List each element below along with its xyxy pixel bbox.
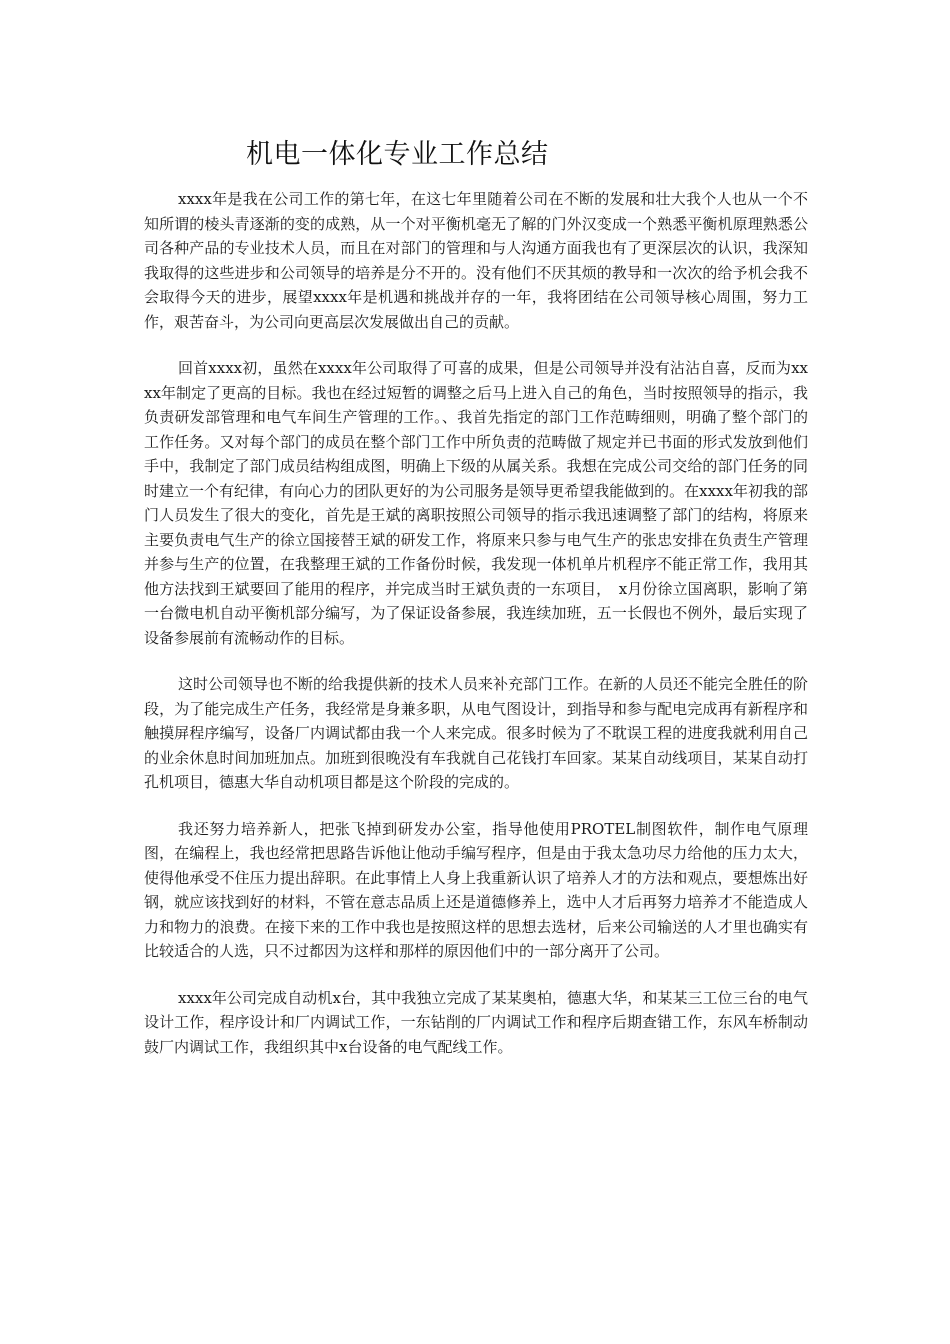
- paragraph-5: xxxx年公司完成自动机x台，其中我独立完成了某某奥柏，德惠大华，和某某三工位三台的电气设计工作，程序设计和厂内调试工作，一东钻削的厂内调试工作和程序后期查错工作，东风车桥制动鼓厂内调试工作，我组织其中x台设备的电气配线工作。: [144, 988, 808, 1056]
- paragraph-2: 回首xxxx初，虽然在xxxx年公司取得了可喜的成果，但是公司领导并没有沾沾自喜，反而为xxxx年制定了更高的目标。我也在经过短暂的调整之后马上进入自己的角色，当时按照领导的指示，我负责研发部管理和电气车间生产管理的工作。、我首先指定的部门工作范畴细则，明确了整个部门的工作任务。又对每个部门的成员在整个部门工作中所负责的范畴做了规定并已书面的形式发放到他们手中，我制定了部门成员结构组成图，明确上下级的从属关系。我想在完成公司交给的部门任务的同时建立一个有纪律，有向心力的团队更好的为公司服务是领导更希望我能做到的。在xxxx年初我的部门人员发生了很大的变化，首先是王斌的离职按照公司领导的指示我迅速调整了部门的结构，将原来主要负责电气生产的徐立国接替王斌的研发工作，将原来只参与电气生产的张忠安排在负责生产管理并参与生产的位置，在我整理王斌的工作备份时候，我发现一体机单片机程序不能正常工作，我用其他方法找到王斌要回了能用的程序，并完成当时王斌负责的一东项目， x月份徐立国离职，影响了第一台微电机自动平衡机部分编写，为了保证设备参展，我连续加班，五一长假也不例外，最后实现了设备参展前有流畅动作的目标。: [144, 359, 808, 647]
- document-title: 机电一体化专业工作总结: [246, 139, 549, 170]
- paragraph-3: 这时公司领导也不断的给我提供新的技术人员来补充部门工作。在新的人员还不能完全胜任的阶段，为了能完成生产任务，我经常是身兼多职，从电气图设计，到指导和参与配电完成再有新程序和触摸屏程序编写，设备厂内调试都由我一个人来完成。很多时候为了不耽误工程的进度我就利用自己的业余休息时间加班加点。加班到很晚没有车我就自己花钱打车回家。某某自动线项目，某某自动打孔机项目，德惠大华自动机项目都是这个阶段的完成的。: [144, 675, 809, 791]
- document-body: [144, 187, 808, 1081]
- paragraph-4: 我还努力培养新人，把张飞掉到研发办公室，指导他使用PROTEL制图软件，制作电气原理图，在编程上，我也经常把思路告诉他让他动手编写程序，但是由于我太急功尽力给他的压力太大，使得他承受不住压力提出辞职。在此事情上人身上我重新认识了培养人才的方法和观点，要想炼出好钢，就应该找到好的材料，不管在意志品质上还是道德修养上，选中人才后再努力培养才不能造成人力和物力的浪费。在接下来的工作中我也是按照这样的思想去选材，后来公司输送的人才里也确实有比较适合的人选，只不过都因为这样和那样的原因他们中的一部分离开了公司。: [144, 819, 808, 960]
- paragraph-1: xxxx年是我在公司工作的第七年，在这七年里随着公司在不断的发展和壮大我个人也从一个不知所谓的棱头青逐渐的变的成熟，从一个对平衡机毫无了解的门外汉变成一个熟悉平衡机原理熟悉公司各种产品的专业技术人员，而且在对部门的管理和与人沟通方面我也有了更深层次的认识，我深知我取得的这些进步和公司领导的培养是分不开的。没有他们不厌其烦的教导和一次次的给予机会我不会取得今天的进步，展望xxxx年是机遇和挑战并存的一年，我将团结在公司领导核心周围，努力工作，艰苦奋斗，为公司向更高层次发展做出自己的贡献。: [144, 190, 808, 331]
